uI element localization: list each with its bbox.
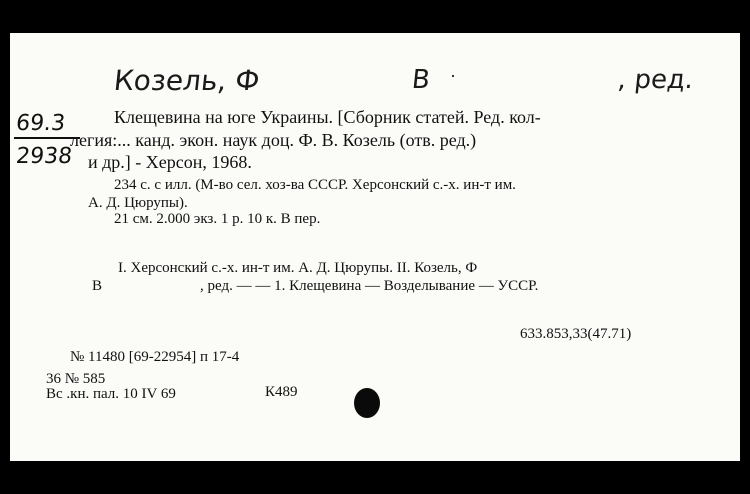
handwritten-author: Козель, Ф bbox=[112, 64, 262, 97]
footer-line-1: № 11480 [69-22954] п 17-4 bbox=[70, 349, 240, 365]
handwritten-dot: · bbox=[450, 66, 456, 86]
collation-line-1: 234 с. с илл. (М-во сел. хоз-ва СССР. Херсонский с.-х. ин-т им. bbox=[114, 177, 516, 193]
udc-classification: 633.853,33(47.71) bbox=[520, 326, 632, 342]
footer-line-3: Вс .кн. пал. 10 IV 69 bbox=[46, 386, 176, 402]
title-line-1: Клещевина на юге Украины. [Сборник статей. Ред. кол- bbox=[114, 107, 541, 127]
collation-line-3: 21 см. 2.000 экз. 1 р. 10 к. В пер. bbox=[114, 211, 321, 227]
tracing-line-2b: , ред. — — 1. Клещевина — Возделывание — УССР. bbox=[200, 278, 539, 294]
title-line-2: легия:... канд. экон. наук доц. Ф. В. Козель (отв. ред.) bbox=[70, 130, 477, 150]
tracing-line-1: I. Херсонский с.-х. ин-т им. А. Д. Цюрупы. II. Козель, Ф bbox=[118, 260, 478, 276]
footer-line-2: 36 № 585 bbox=[46, 371, 106, 387]
shelfmark-bottom: 2938 bbox=[14, 144, 74, 169]
footer-code: К489 bbox=[265, 384, 298, 400]
handwritten-role: , ред. bbox=[616, 65, 695, 95]
tracing-line-2a: В bbox=[92, 278, 103, 294]
shelfmark-top: 69.3 bbox=[14, 111, 67, 136]
handwritten-initial: В bbox=[410, 65, 432, 95]
collation-line-2: А. Д. Цюрупы). bbox=[88, 195, 188, 211]
title-line-3: и др.] - Херсон, 1968. bbox=[88, 152, 252, 172]
ink-blot bbox=[354, 388, 380, 418]
catalog-card bbox=[10, 33, 740, 461]
